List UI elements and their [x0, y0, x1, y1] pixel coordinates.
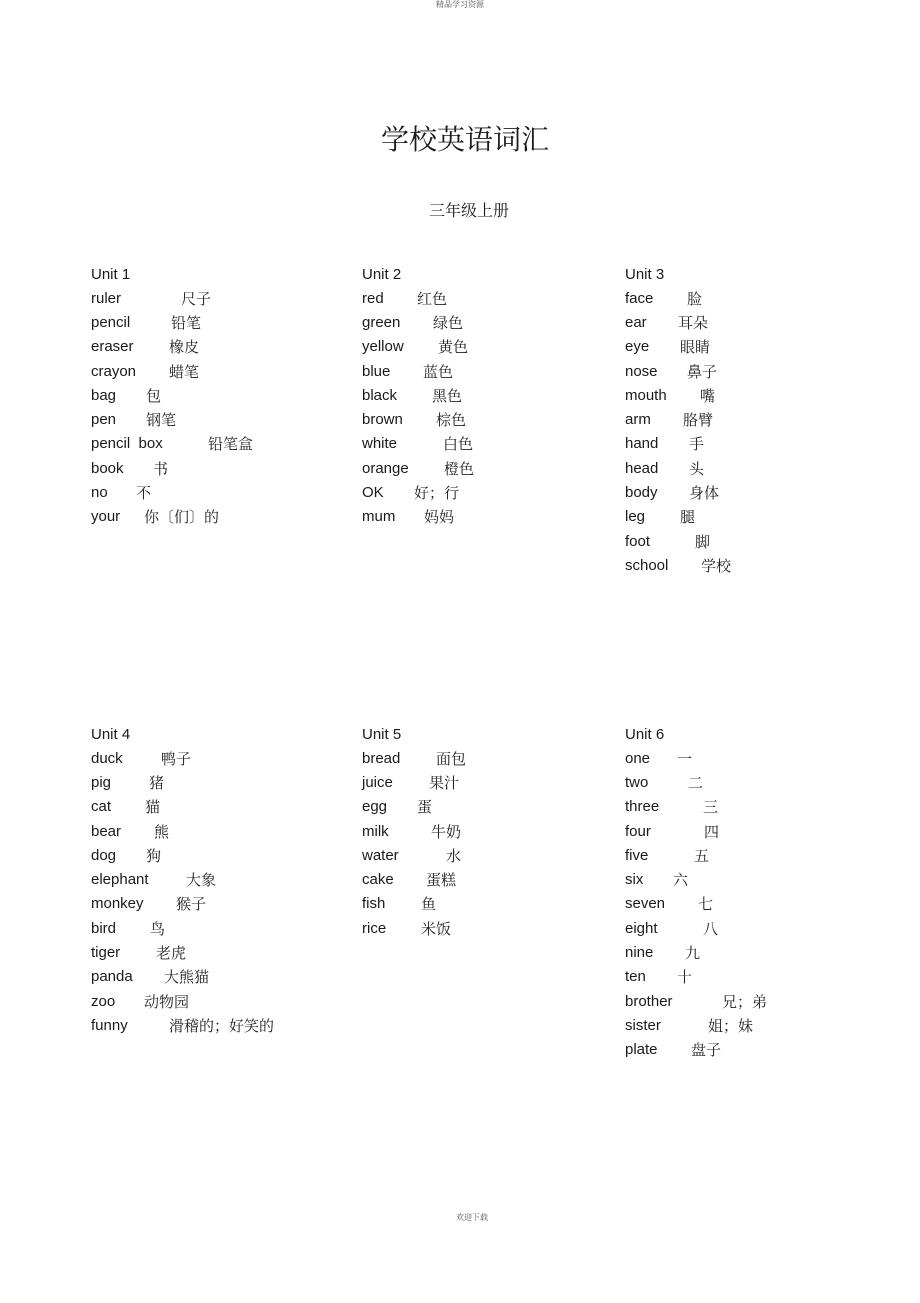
chinese-translation: 姐；妹 [708, 1016, 754, 1035]
chinese-translation: 猪 [149, 773, 165, 792]
vocab-entry [91, 310, 331, 334]
vocab-entry [91, 843, 331, 867]
unit-title: Unit 2 [362, 266, 402, 283]
english-word: dog [91, 846, 117, 864]
english-word: nine [625, 944, 654, 962]
unit-title: Unit 4 [91, 726, 131, 743]
chinese-translation: 你〔们〕的 [144, 508, 220, 527]
chinese-translation: 七 [698, 895, 714, 914]
vocab-entry [625, 916, 865, 940]
unit-title: Unit 3 [625, 266, 665, 283]
english-word: ruler [91, 289, 122, 307]
english-word: pig [91, 773, 112, 791]
vocab-entry [625, 795, 865, 819]
english-word: blue [362, 362, 391, 380]
chinese-translation: 四 [704, 822, 720, 841]
chinese-translation: 眼睛 [680, 338, 711, 357]
vocab-entry [362, 359, 602, 383]
english-word: zoo [91, 992, 116, 1010]
chinese-translation: 面包 [436, 749, 467, 768]
vocab-entry [91, 965, 331, 989]
chinese-translation: 黑色 [432, 386, 463, 405]
english-word: bear [91, 822, 122, 840]
vocab-entry [362, 795, 602, 819]
chinese-translation: 盘子 [691, 1041, 722, 1060]
english-word: eight [625, 919, 658, 937]
english-word: red [362, 289, 384, 307]
vocab-entry [625, 383, 865, 407]
chinese-translation: 嘴 [700, 386, 716, 405]
chinese-translation: 胳臂 [683, 411, 714, 430]
chinese-translation: 书 [153, 459, 169, 478]
unit-2-section [362, 266, 602, 529]
page-footer: 欢迎下载 [456, 1213, 488, 1222]
unit-title: Unit 6 [625, 726, 665, 743]
chinese-translation: 手 [689, 435, 705, 454]
chinese-translation: 脚 [695, 532, 711, 551]
chinese-translation: 蛋糕 [426, 871, 457, 890]
vocab-entry [91, 480, 331, 504]
chinese-translation: 二 [688, 773, 704, 792]
english-word: face [625, 289, 654, 307]
vocab-entry [91, 505, 331, 529]
vocab-entry [91, 383, 331, 407]
chinese-translation: 果汁 [429, 773, 460, 792]
chinese-translation: 头 [689, 459, 705, 478]
english-word: leg [625, 508, 646, 526]
chinese-translation: 橡皮 [169, 338, 200, 357]
unit-6-section [625, 726, 865, 1062]
english-word: green [362, 313, 401, 331]
vocab-entry [625, 843, 865, 867]
vocab-entry [91, 456, 331, 480]
vocab-entry [362, 432, 602, 456]
vocab-entry [625, 335, 865, 359]
english-word: elephant [91, 871, 149, 889]
english-word: four [625, 822, 651, 840]
vocab-entry [625, 965, 865, 989]
english-word: pencil [91, 313, 131, 331]
english-word: water [362, 846, 399, 864]
chinese-translation: 鸟 [150, 919, 166, 938]
english-word: book [91, 459, 124, 477]
chinese-translation: 身体 [689, 484, 720, 503]
english-word: egg [362, 798, 388, 816]
english-word: your [91, 508, 121, 526]
vocab-entry [625, 892, 865, 916]
english-word: funny [91, 1016, 128, 1034]
english-word: brother [625, 992, 673, 1010]
english-word: six [625, 871, 644, 889]
english-word: cake [362, 871, 394, 889]
chinese-translation: 三 [703, 798, 719, 817]
vocab-entry [625, 746, 865, 770]
english-word: fish [362, 895, 386, 913]
unit-3-section [625, 266, 865, 578]
chinese-translation: 尺子 [181, 289, 212, 308]
chinese-translation: 大象 [186, 871, 217, 890]
vocab-entry [625, 359, 865, 383]
chinese-translation: 棕色 [436, 411, 467, 430]
english-word: school [625, 556, 669, 574]
english-word: orange [362, 459, 409, 477]
vocab-entry [625, 456, 865, 480]
chinese-translation: 钢笔 [146, 411, 177, 430]
vocab-entry [625, 989, 865, 1013]
english-word: foot [625, 532, 651, 550]
english-word: ear [625, 313, 647, 331]
unit-4-section [91, 726, 331, 1038]
vocab-entry [91, 916, 331, 940]
chinese-translation: 六 [673, 871, 689, 890]
vocab-entry [91, 989, 331, 1013]
unit-title: Unit 5 [362, 726, 402, 743]
english-word: tiger [91, 944, 121, 962]
english-word: brown [362, 411, 403, 429]
chinese-translation: 九 [685, 944, 701, 963]
chinese-translation: 动物园 [144, 992, 190, 1011]
chinese-translation: 猫 [145, 798, 161, 817]
vocab-entry [362, 746, 602, 770]
vocab-entry [91, 795, 331, 819]
vocab-entry [625, 310, 865, 334]
vocab-entry [625, 1038, 865, 1062]
chinese-translation: 猴子 [176, 895, 207, 914]
chinese-translation: 耳朵 [678, 313, 709, 332]
vocab-entry [625, 940, 865, 964]
unit-title: Unit 1 [91, 266, 131, 283]
chinese-translation: 熊 [154, 822, 170, 841]
chinese-translation: 老虎 [156, 944, 187, 963]
english-word: bag [91, 386, 117, 404]
vocab-entry [91, 892, 331, 916]
chinese-translation: 白色 [443, 435, 474, 454]
vocab-entry [625, 553, 865, 577]
vocab-entry [91, 335, 331, 359]
unit-5-section [362, 726, 602, 940]
vocab-entry [625, 867, 865, 891]
english-word: no [91, 484, 108, 502]
vocab-entry [625, 480, 865, 504]
chinese-translation: 蛋 [417, 798, 433, 817]
english-word: body [625, 484, 658, 502]
chinese-translation: 米饭 [421, 919, 452, 938]
english-word: nose [625, 362, 658, 380]
vocab-entry [362, 819, 602, 843]
vocab-entry [362, 286, 602, 310]
english-word: two [625, 773, 649, 791]
english-word: one [625, 749, 651, 767]
english-word: cat [91, 798, 112, 816]
vocab-entry [362, 335, 602, 359]
chinese-translation: 水 [446, 846, 462, 865]
vocab-entry [362, 892, 602, 916]
vocab-entry [91, 819, 331, 843]
vocab-entry [625, 286, 865, 310]
chinese-translation: 鸭子 [161, 749, 192, 768]
english-word: head [625, 459, 659, 477]
english-word: mouth [625, 386, 667, 404]
english-word: arm [625, 411, 651, 429]
english-word: panda [91, 968, 133, 986]
chinese-translation: 牛奶 [431, 822, 462, 841]
english-word: eye [625, 338, 650, 356]
chinese-translation: 黄色 [438, 338, 469, 357]
chinese-translation: 好；行 [414, 484, 460, 503]
chinese-translation: 狗 [146, 846, 162, 865]
unit-1-section [91, 266, 331, 529]
chinese-translation: 八 [703, 919, 719, 938]
english-word: duck [91, 749, 123, 767]
vocab-entry [625, 819, 865, 843]
vocab-entry [91, 867, 331, 891]
chinese-translation: 不 [136, 484, 152, 503]
chinese-translation: 鱼 [421, 895, 437, 914]
chinese-translation: 五 [694, 846, 710, 865]
chinese-translation: 大熊猫 [164, 968, 210, 987]
chinese-translation: 妈妈 [424, 508, 455, 527]
vocab-entry [362, 916, 602, 940]
english-word: ten [625, 968, 646, 986]
english-word: OK [362, 484, 384, 502]
vocab-entry [91, 940, 331, 964]
english-word: seven [625, 895, 666, 913]
vocab-entry [91, 1013, 331, 1037]
english-word: eraser [91, 338, 134, 356]
chinese-translation: 铅笔 [171, 313, 202, 332]
chinese-translation: 滑稽的；好笑的 [169, 1016, 275, 1035]
chinese-translation: 绿色 [433, 313, 464, 332]
vocab-entry [625, 505, 865, 529]
english-word: plate [625, 1041, 658, 1059]
vocab-entry [362, 505, 602, 529]
vocab-entry [625, 770, 865, 794]
english-word: rice [362, 919, 387, 937]
chinese-translation: 橙色 [444, 459, 475, 478]
vocab-entry [362, 843, 602, 867]
english-word: hand [625, 435, 659, 453]
english-word: bread [362, 749, 401, 767]
vocab-entry [91, 746, 331, 770]
english-word: crayon [91, 362, 137, 380]
english-word: black [362, 386, 398, 404]
vocab-entry [91, 286, 331, 310]
english-word: yellow [362, 338, 404, 356]
chinese-translation: 鼻子 [687, 362, 718, 381]
page-title: 学校英语词汇 [380, 123, 549, 156]
english-word: bird [91, 919, 117, 937]
vocab-entry [625, 407, 865, 431]
vocab-entry [362, 867, 602, 891]
vocab-entry [91, 359, 331, 383]
english-word: pen [91, 411, 117, 429]
vocab-entry [362, 383, 602, 407]
page-header: 精品学习资源 [436, 0, 484, 9]
vocab-entry [91, 432, 331, 456]
vocab-entry [625, 1013, 865, 1037]
chinese-translation: 兄；弟 [722, 992, 768, 1011]
chinese-translation: 腿 [680, 508, 696, 527]
vocab-entry [362, 456, 602, 480]
chinese-translation: 十 [677, 968, 693, 987]
english-word: sister [625, 1016, 661, 1034]
english-word: milk [362, 822, 389, 840]
english-word: pencil box [91, 435, 163, 453]
english-word: five [625, 846, 649, 864]
vocab-entry [362, 480, 602, 504]
english-word: mum [362, 508, 396, 526]
chinese-translation: 包 [146, 386, 162, 405]
english-word: three [625, 798, 660, 816]
chinese-translation: 脸 [687, 289, 703, 308]
english-word: monkey [91, 895, 144, 913]
vocab-entry [91, 407, 331, 431]
vocab-entry [625, 432, 865, 456]
chinese-translation: 一 [677, 749, 693, 768]
english-word: white [362, 435, 398, 453]
page-subtitle: 三年级上册 [428, 201, 509, 220]
chinese-translation: 学校 [701, 556, 732, 575]
chinese-translation: 铅笔盒 [208, 435, 254, 454]
vocab-entry [362, 310, 602, 334]
english-word: juice [362, 773, 393, 791]
chinese-translation: 红色 [417, 289, 448, 308]
vocab-entry [362, 407, 602, 431]
vocab-entry [91, 770, 331, 794]
vocab-entry [625, 529, 865, 553]
chinese-translation: 蜡笔 [169, 362, 200, 381]
chinese-translation: 蓝色 [423, 362, 454, 381]
vocab-entry [362, 770, 602, 794]
